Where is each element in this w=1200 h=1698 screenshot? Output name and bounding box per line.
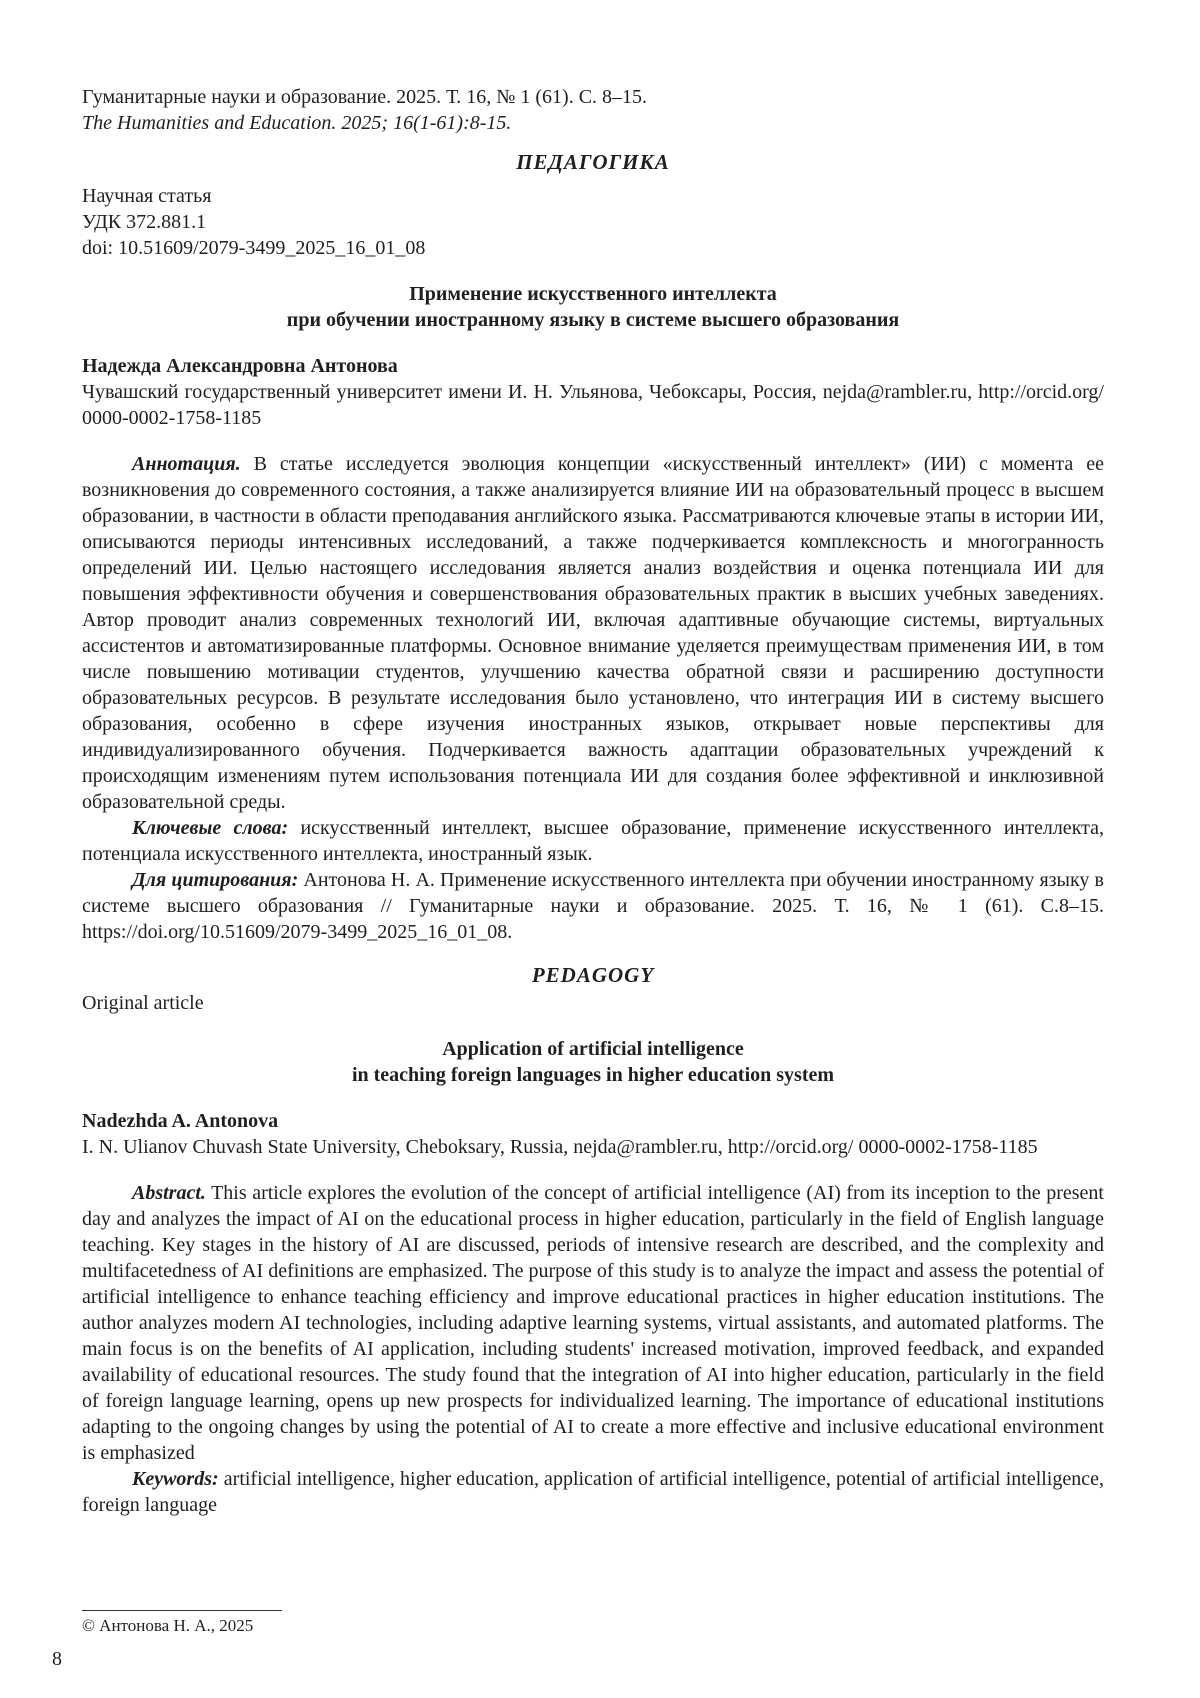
abstract-label: Abstract. [132, 1182, 206, 1204]
journal-citation-en: The Humanities and Education. 2025; 16(1-61):8-15. [82, 112, 512, 134]
article-title-ru [82, 281, 1104, 333]
page-number: 8 [52, 1648, 62, 1670]
abstract-text: This article explores the evolution of the concept of artificial intelligence (AI) from its inception to the present day and analyzes the impact of AI on the educational process in higher education, particularly in the field of English language teaching. Key stages in the history of AI are discussed, periods of intensive research are described, and the complexity and multifacetedness of AI definitions are emphasized. The purpose of this study is to analyze the impact and assess the potential of artificial intelligence to enhance teaching efficiency and improve educational practices in higher education institutions. The author analyzes modern AI technologies, including adaptive learning systems, virtual assistants, and automated platforms. The main focus is on the benefits of AI application, including students' increased motivation, improved feedback, and expanded availability of educational resources. The study found that the integration of AI into higher education, particularly in the field of foreign language learning, opens up new prospects for individualized learning. The importance of educational institutions adapting to the ongoing changes by using the potential of AI to create a more effective and inclusive educational environment is emphasized [82, 1182, 1104, 1464]
citation-ru [82, 867, 1104, 945]
keywords-ru [82, 815, 1104, 867]
abstract-text: В статье исследуется эволюция концепции «искусственный интеллект» (ИИ) с момента ее возникновения до современного состояния, а также анализируется влияние ИИ на образовательный процесс в высшем образовании, в частности в области преподавания английского языка. Рассматриваются ключевые этапы в истории ИИ, описываются периоды интенсивных исследований, а также подчеркивается комплексность и многогранность определений ИИ. Целью настоящего исследования является анализ воздействия и оценка потенциала ИИ для повышения эффективности обучения и совершенствования образовательных практик в высших учебных заведениях. Автор проводит анализ современных технологий ИИ, включая адаптивные обучающие системы, виртуальных ассистентов и автоматизированные платформы. Основное внимание уделяется преимуществам применения ИИ, в том числе повышению мотивации студентов, улучшению качества обратной связи и расширению доступности образовательных ресурсов. В результате исследования было установлено, что интеграция ИИ в систему высшего образования, особенно в сфере изучения иностранных языков, открывает новые перспективы для индивидуализированного обучения. Подчеркивается важность адаптации образовательных учреждений к происходящим изменениям путем использования потенциала ИИ для создания более эффективной и инклюзивной образовательной среды. [82, 453, 1104, 813]
footnote-rule [82, 1610, 282, 1611]
title-line: Application of artificial intelligence [442, 1038, 744, 1060]
title-line: Применение искусственного интеллекта [409, 283, 777, 305]
keywords-label: Ключевые слова: [132, 817, 289, 839]
keywords-text: искусственный интеллект, высшее образование, применение искусственного интеллекта, потенциала искусственного интеллекта, иностранный язык. [82, 817, 1105, 865]
keywords-label: Keywords: [132, 1468, 219, 1490]
section-heading-ru: ПЕДАГОГИКА [516, 150, 670, 174]
author-affiliation-ru: Чувашский государственный университет имени И. Н. Ульянова, Чебоксары, Россия, nejda@rambler.ru, http://orcid.org/ 0000-0002-1758-1185 [82, 381, 1104, 429]
abstract-en [82, 1180, 1104, 1466]
article-type-en: Original article [82, 992, 204, 1014]
article-title-en [82, 1036, 1104, 1088]
journal-citation-ru: Гуманитарные науки и образование. 2025. Т. 16, № 1 (61). С. 8–15. [82, 86, 648, 108]
doi: doi: 10.51609/2079-3499_2025_16_01_08 [82, 237, 426, 259]
abstract-label: Аннотация. [132, 453, 241, 475]
author-name-ru: Надежда Александровна Антонова [82, 355, 398, 377]
udc: УДК 372.881.1 [82, 211, 207, 233]
author-affiliation-en: I. N. Ulianov Chuvash State University, Cheboksary, Russia, nejda@rambler.ru, http://orcid.org/ 0000-0002-1758-1185 [82, 1136, 1038, 1158]
author-name-en: Nadezhda A. Antonova [82, 1110, 279, 1132]
keywords-text: artificial intelligence, higher education, application of artificial intelligence, potential of artificial intelligence, foreign language [82, 1468, 1104, 1516]
citation-label: Для цитирования: [132, 869, 299, 891]
keywords-en [82, 1466, 1104, 1518]
title-line: при обучении иностранному языку в системе высшего образования [286, 309, 900, 331]
page [82, 84, 1104, 1518]
title-line: in teaching foreign languages in higher education system [351, 1064, 835, 1086]
copyright-note: © Антонова Н. А., 2025 [82, 1616, 254, 1635]
citation-text: Антонова Н. А. Применение искусственного интеллекта при обучении иностранному языку в системе высшего образования // Гуманитарные науки и образование. 2025. Т. 16, № 1 (61). С.8–15. https://doi.org/10.51609/2079-3499_2025_16_01_08. [82, 869, 1104, 943]
section-heading-en: PEDAGOGY [531, 963, 655, 987]
abstract-ru [82, 451, 1104, 815]
article-type-ru: Научная статья [82, 185, 212, 207]
